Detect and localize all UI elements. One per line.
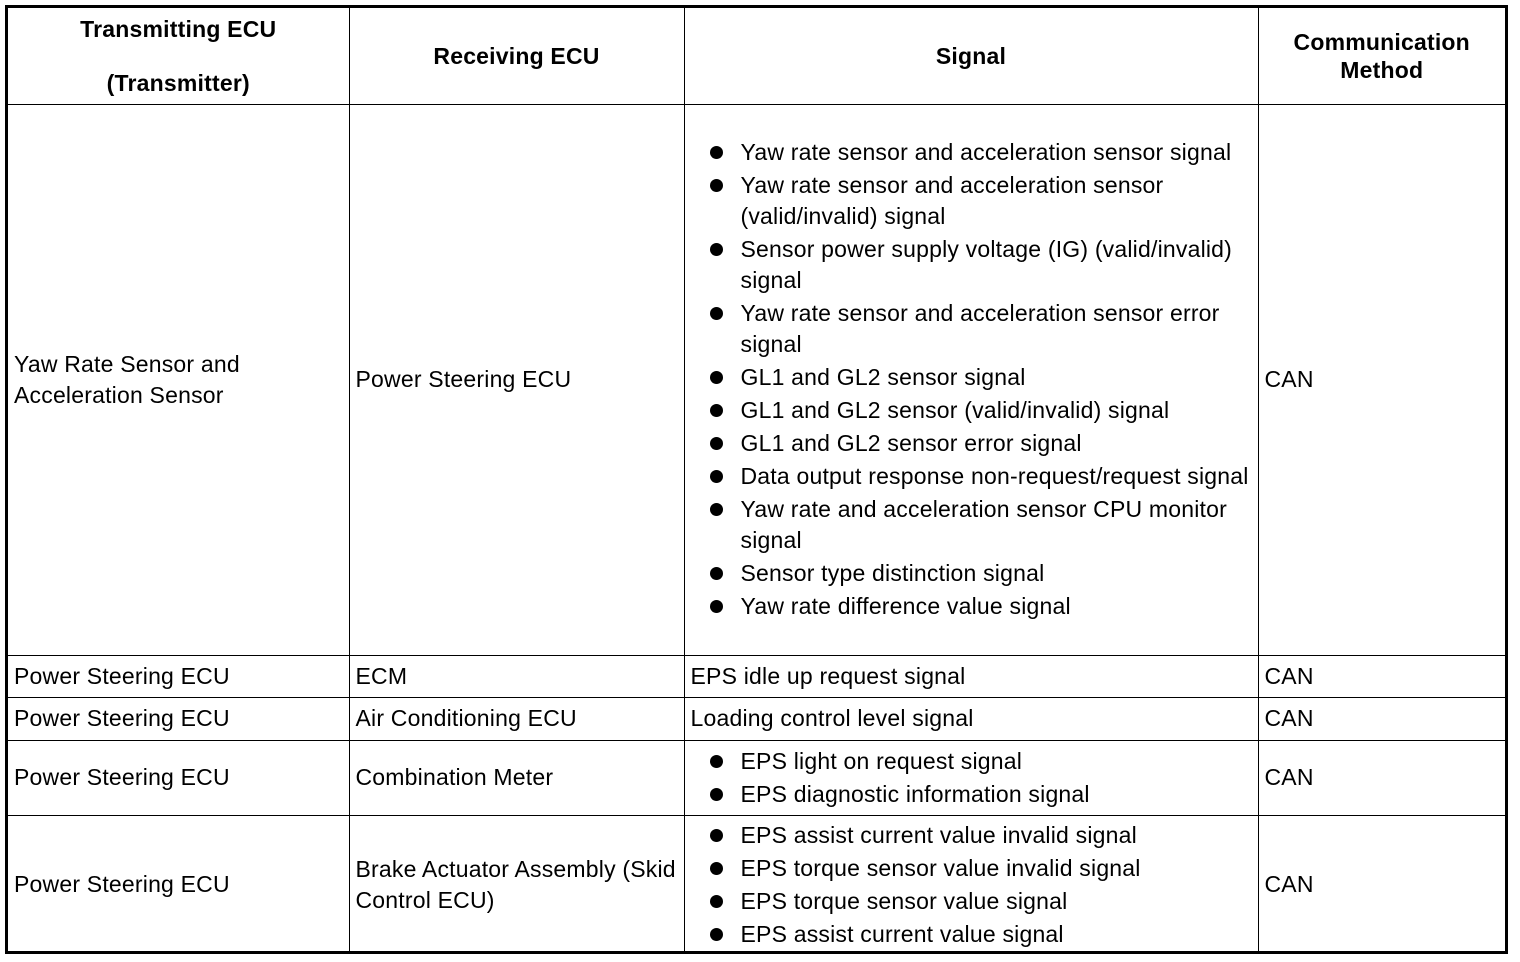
table-row <box>8 815 1505 954</box>
signal-item: Yaw rate sensor and acceleration sensor (valid/invalid) signal <box>691 170 1252 232</box>
ecu-communication-table <box>5 5 1508 954</box>
signal-item: EPS diagnostic information signal <box>691 779 1252 810</box>
receiver-cell: Air Conditioning ECU <box>349 697 684 740</box>
signal-item: GL1 and GL2 sensor error signal <box>691 428 1252 459</box>
method-cell: CAN <box>1258 104 1505 655</box>
header-method-line1: Communication <box>1293 28 1470 55</box>
header-row <box>8 8 1505 104</box>
table-row <box>8 740 1505 815</box>
signal-item: EPS assist current value signal <box>691 919 1252 950</box>
signal-cell <box>684 815 1258 954</box>
signal-item: EPS torque sensor value signal <box>691 886 1252 917</box>
transmitter-cell: Power Steering ECU <box>8 697 349 740</box>
header-signal: Signal <box>684 8 1258 104</box>
method-cell: CAN <box>1258 740 1505 815</box>
signal-item: GL1 and GL2 sensor (valid/invalid) signal <box>691 395 1252 426</box>
signal-list <box>691 137 1252 622</box>
header-transmitting-line1: Transmitting ECU <box>80 15 277 42</box>
signal-cell <box>684 740 1258 815</box>
method-cell: CAN <box>1258 655 1505 697</box>
signal-item: Data output response non-request/request signal <box>691 461 1252 492</box>
receiver-cell: Power Steering ECU <box>349 104 684 655</box>
signal-list <box>691 820 1252 950</box>
header-communication-method <box>1258 8 1505 104</box>
signal-item: Sensor power supply voltage (IG) (valid/invalid) signal <box>691 234 1252 296</box>
communication-table <box>8 8 1505 954</box>
header-receiving-ecu: Receiving ECU <box>349 8 684 104</box>
header-method-line2: Method <box>1340 56 1424 83</box>
signal-item: Yaw rate sensor and acceleration sensor error signal <box>691 298 1252 360</box>
receiver-cell: Combination Meter <box>349 740 684 815</box>
signal-item: EPS torque sensor value invalid signal <box>691 853 1252 884</box>
transmitter-cell: Power Steering ECU <box>8 740 349 815</box>
signal-item: EPS light on request signal <box>691 746 1252 777</box>
signal-item: EPS assist current value invalid signal <box>691 820 1252 851</box>
transmitter-cell: Power Steering ECU <box>8 655 349 697</box>
receiver-cell: Brake Actuator Assembly (Skid Control ECU) <box>349 815 684 954</box>
signal-item: Sensor type distinction signal <box>691 558 1252 589</box>
header-transmitting-ecu <box>8 8 349 104</box>
signal-item: Yaw rate and acceleration sensor CPU monitor signal <box>691 494 1252 556</box>
signal-item: GL1 and GL2 sensor signal <box>691 362 1252 393</box>
signal-list <box>691 746 1252 810</box>
table-row <box>8 104 1505 655</box>
signal-item: Yaw rate sensor and acceleration sensor signal <box>691 137 1252 168</box>
method-cell: CAN <box>1258 815 1505 954</box>
header-transmitting-line2: (Transmitter) <box>106 69 250 96</box>
signal-cell: EPS idle up request signal <box>684 655 1258 697</box>
signal-cell: Loading control level signal <box>684 697 1258 740</box>
transmitter-cell: Power Steering ECU <box>8 815 349 954</box>
signal-cell <box>684 104 1258 655</box>
signal-item: Yaw rate difference value signal <box>691 591 1252 622</box>
transmitter-cell: Yaw Rate Sensor and Acceleration Sensor <box>8 104 349 655</box>
method-cell: CAN <box>1258 697 1505 740</box>
table-row <box>8 697 1505 740</box>
table-row <box>8 655 1505 697</box>
receiver-cell: ECM <box>349 655 684 697</box>
